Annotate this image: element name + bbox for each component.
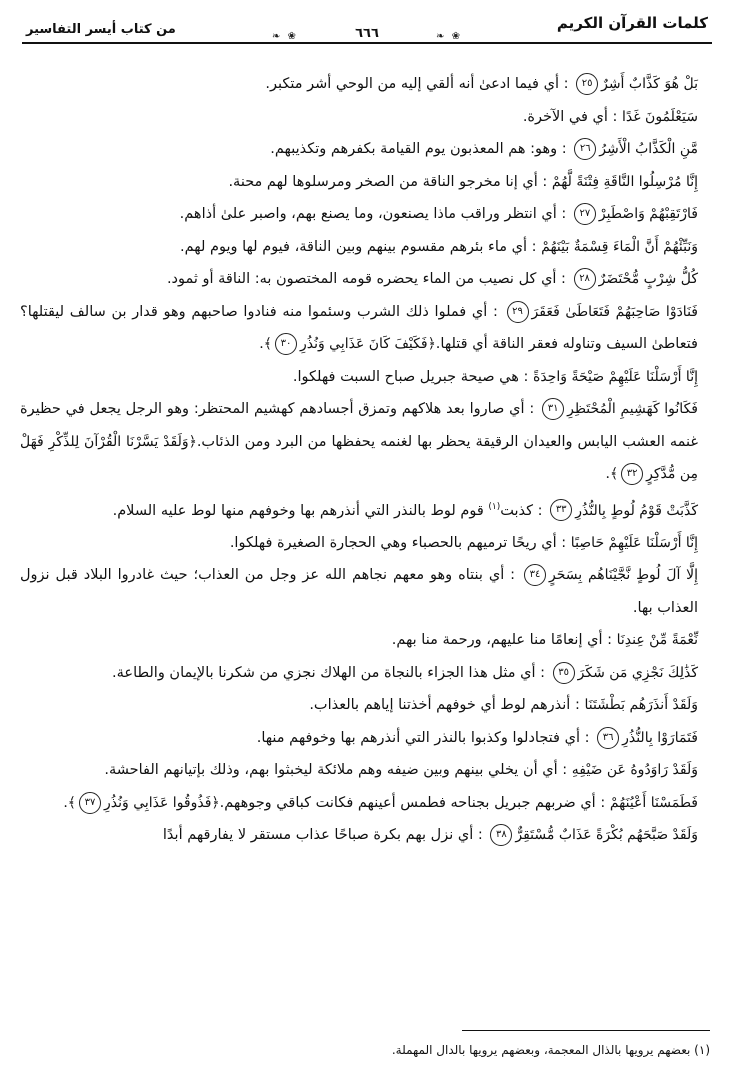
verse-number: ٣٤ <box>524 564 546 586</box>
footnote-text: بعضهم يرويها بالذال المعجمة، وبعضهم يرويها بالدال المهملة. <box>391 1043 691 1057</box>
quran-phrase: إِنَّا أَرْسَلْنَا عَلَيْهِمْ صَيْحَةً وَاحِدَةً <box>533 368 698 385</box>
glossary-entry <box>20 361 710 394</box>
separator: : <box>556 534 571 551</box>
separator: : <box>595 794 610 811</box>
glossary-entry <box>20 296 710 361</box>
quran-phrase: وَنَبِّئْهُمْ أَنَّ الْمَاءَ قِسْمَةٌ بَيْنَهُمْ <box>541 238 698 255</box>
verse-number: ٣٨ <box>490 824 512 846</box>
separator: : <box>518 368 533 385</box>
quran-quote: ﴿فَكَيْفَ كَانَ عَذَابِي وَنُذُرِ <box>299 336 436 352</box>
glossary-entry <box>20 527 710 560</box>
quran-phrase: إِلَّا آلَ لُوطٍ نَّجَّيْنَاهُم بِسَحَرٍ <box>549 567 698 584</box>
separator: : <box>537 173 552 190</box>
glossary-entry <box>20 101 710 134</box>
separator: : <box>535 664 550 681</box>
verse-number: ٣٧ <box>79 792 101 814</box>
explanation: أي كل نصيب من الماء يحضره قومه المختصون به: الناقة أو ثمود. <box>166 271 557 287</box>
glossary-entry <box>20 68 710 101</box>
explanation: وهو: هم المعذبون يوم القيامة بكفرهم وتكذيبهم. <box>270 141 558 157</box>
explanation: أي نزل بهم بكرة صباحًا عذاب مستقر لا يفارقهم أبدًا <box>162 827 474 844</box>
separator: : <box>607 108 623 125</box>
quran-phrase: فَنَادَوْا صَاحِبَهُمْ فَتَعَاطَىٰ فَعَقَرَ <box>531 303 698 320</box>
glossary-entry <box>20 624 710 657</box>
glossary-entry <box>20 198 710 231</box>
explanation-lead: كذبت <box>500 502 534 519</box>
verse-number: ٢٨ <box>574 268 596 290</box>
quran-phrase: نِّعْمَةً مِّنْ عِندِنَا <box>616 632 698 649</box>
explanation: أي أن يخلي بينهم وبين ضيفه وهم ملائكة ليخبثوا بهم، وذلك بإتيانهم الفاحشة. <box>104 762 558 779</box>
quran-phrase: كَذَّبَتْ قَوْمُ لُوطٍ بِالنُّذُرِ <box>575 502 698 519</box>
quran-phrase: فَارْتَقِبْهُمْ وَاصْطَبِرْ <box>598 206 698 222</box>
glossary-entry <box>20 819 710 852</box>
separator: : <box>558 76 574 92</box>
quran-quote-end: ﴾. <box>63 794 76 811</box>
explanation: أي إنعامًا منا عليهم، ورحمة منا بهم. <box>391 632 603 649</box>
glossary-entry <box>20 166 710 199</box>
glossary-entry <box>20 689 710 722</box>
glossary-entry <box>20 133 710 166</box>
verse-number: ٢٧ <box>574 203 596 225</box>
verse-number: ٣٣ <box>550 499 572 521</box>
separator: : <box>557 762 572 779</box>
footnote-divider <box>462 1030 710 1031</box>
explanation: أي صاروا بعد هلاكهم وتمزق أجسادهم كهشيم المحتظر: وهو الرجل يجعل في حظيرة غنمه العشب اليابس والعيدان الرقيقة يحظر بها لغنمه يحفظها من البرد ومن الذئاب. <box>20 401 698 450</box>
separator: : <box>579 729 595 746</box>
verse-number: ٣٦ <box>597 727 619 749</box>
footnote-ref: (١) <box>488 501 501 512</box>
verse-number: ٢٥ <box>576 73 598 95</box>
quran-quote-end: ﴾. <box>259 336 272 352</box>
verse-number: ٣٠ <box>275 333 297 355</box>
glossary-entry <box>20 231 710 264</box>
verse-number: ٣٥ <box>553 662 575 684</box>
glossary-entry <box>20 787 710 820</box>
footnote-marker: (١) <box>694 1043 710 1057</box>
quran-phrase: مَّنِ الْكَذَّابُ الْأَشِرُ <box>599 141 698 157</box>
quran-phrase: إِنَّا مُرْسِلُوا النَّاقَةِ فِتْنَةً لَّهُمْ <box>551 173 698 190</box>
explanation: أي انتظر وراقب ماذا يصنعون، وما يصنع بهم، واصبر علىٰ أذاهم. <box>179 206 557 222</box>
quran-phrase: وَلَقَدْ رَاوَدُوهُ عَن ضَيْفِهِ <box>571 762 698 779</box>
separator: : <box>504 567 522 584</box>
explanation: أي ماء بئرهم مقسوم بينهم وبين الناقة، فيوم لها ويوم لهم. <box>180 238 528 255</box>
ornament-icon: ❀ ❧ <box>272 31 298 42</box>
quran-phrase: فَكَانُوا كَهَشِيمِ الْمُحْتَظِرِ <box>567 401 698 417</box>
verse-number: ٢٦ <box>574 138 596 160</box>
verse-number: ٣١ <box>542 398 564 420</box>
separator: : <box>570 697 585 714</box>
explanation: أي فملوا ذلك الشرب وسئموا منه فنادوا صاحبهم وهو قدار بن سالف ليقتلها؟ فتعاطىٰ السيف وتناوله فعقر الناقة أي قتلها. <box>20 303 698 352</box>
ornament-icon: ❀ ❧ <box>436 31 462 42</box>
explanation: أي في الآخرة. <box>522 108 608 125</box>
explanation: أي فيما ادعىٰ أنه ألقي إليه من الوحي أشر متكبر. <box>265 76 559 92</box>
quran-phrase: وَلَقَدْ صَبَّحَهُم بُكْرَةً عَذَابٌ مُّسْتَقِرٌّ <box>515 827 698 844</box>
quran-phrase: فَتَمَارَوْا بِالنُّذُرِ <box>622 729 698 746</box>
quran-quote: ﴿وَلَقَدْ يَسَّرْنَا الْقُرْآنَ لِلذِّكْرِ فَهَلْ مِن مُّدَّكِرٍ <box>20 433 698 482</box>
explanation: أي ضربهم جبريل بجناحه فطمس أعينهم فكانت كباقي وجوههم. <box>219 794 596 811</box>
explanation: أي مثل هذا الجزاء بالنجاة من الهلاك نجزي من شكرنا بالإيمان والطاعة. <box>112 664 536 681</box>
glossary-entry <box>20 393 710 491</box>
explanation: هي صيحة جبريل صباح السبت فهلكوا. <box>292 368 519 385</box>
separator: : <box>524 401 540 417</box>
header-divider <box>22 42 712 44</box>
separator: : <box>487 303 504 320</box>
separator: : <box>556 206 571 222</box>
footnote <box>24 1043 710 1057</box>
quran-phrase: إِنَّا أَرْسَلْنَا عَلَيْهِمْ حَاصِبًا <box>570 534 698 551</box>
quran-phrase: كَذَٰلِكَ نَجْزِي مَن شَكَرَ <box>577 664 698 681</box>
glossary-entry <box>20 754 710 787</box>
verse-number: ٢٩ <box>507 301 529 323</box>
page-header <box>22 14 712 40</box>
quran-quote: ﴿فَذُوقُوا عَذَابِي وَنُذُرِ <box>103 794 220 811</box>
separator: : <box>527 238 542 255</box>
separator: : <box>533 502 548 519</box>
separator: : <box>556 271 571 287</box>
page-number: ٦٦٦ <box>355 26 379 41</box>
glossary-entry <box>20 263 710 296</box>
separator: : <box>602 632 617 649</box>
glossary-entry <box>20 491 710 527</box>
glossary-body <box>20 68 710 852</box>
glossary-entry <box>20 657 710 690</box>
quran-phrase: سَيَعْلَمُونَ غَدًا <box>622 108 698 125</box>
glossary-entry <box>20 722 710 755</box>
quran-phrase: وَلَقَدْ أَنذَرَهُم بَطْشَتَنَا <box>584 697 698 714</box>
explanation: أي بنتاه وهو معهم نجاهم الله عز وجل من العذاب؛ حيث غادروا البلاد قبل نزول العذاب بها. <box>20 567 698 616</box>
verse-number: ٣٢ <box>621 463 643 485</box>
quran-phrase: كُلُّ شِرْبٍ مُّحْتَضَرٌ <box>598 271 698 287</box>
separator: : <box>557 141 572 157</box>
explanation: أي فتجادلوا وكذبوا بالنذر التي أنذرهم بها وخوفهم منها. <box>256 729 580 746</box>
explanation: قوم لوط بالنذر التي أنذرهم بها وخوفهم منها لوط عليه السلام. <box>112 502 489 519</box>
explanation: أنذرهم لوط أي خوفهم أخذتنا إياهم بالعذاب. <box>309 697 571 714</box>
explanation: أي إنا مخرجو الناقة من الصخر ومرسلوها لهم محنة. <box>228 173 538 190</box>
book-title: كلمات القرآن الكريم <box>556 14 708 32</box>
quran-phrase: فَطَمَسْنَا أَعْيُنَهُمْ <box>609 794 698 811</box>
quran-quote-end: ﴾. <box>605 466 619 482</box>
quran-phrase: بَلْ هُوَ كَذَّابٌ أَشِرٌ <box>601 76 698 92</box>
source-title: من كتاب أيسر التفاسير <box>26 22 176 37</box>
glossary-entry <box>20 559 710 624</box>
separator: : <box>473 827 488 844</box>
explanation: أي ريحًا ترميهم بالحصباء وهي الحجارة الصغيرة فهلكوا. <box>229 534 557 551</box>
